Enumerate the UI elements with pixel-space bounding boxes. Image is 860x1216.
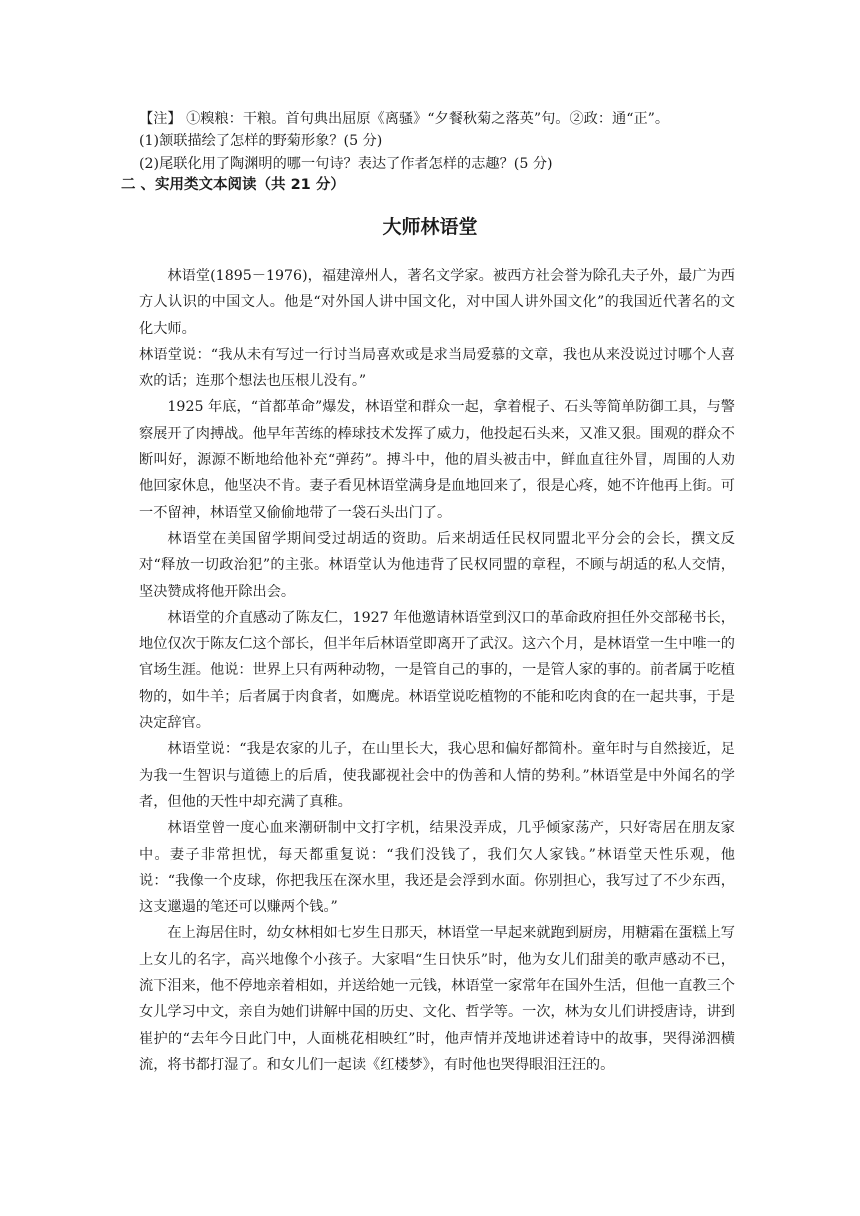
article-body	[139, 263, 735, 1078]
question-1: (1)颔联描绘了怎样的野菊形象？(5 分)	[139, 133, 383, 149]
article-paragraph: 林语堂(1895－1976)，福建漳州人，著名文学家。被西方社会誉为除孔夫子外，最广为西方人认识的中国文人。他是“对外国人讲中国文化，对中国人讲外国文化”的我国近代著名的文化大师。	[139, 268, 735, 337]
article-paragraph: 林语堂在美国留学期间受过胡适的资助。后来胡适任民权同盟北平分会的会长，撰文反对“释放一切政治犯”的主张。林语堂认为他违背了民权同盟的章程，不顾与胡适的私人交情，坚决赞成将他开除出会。	[139, 530, 735, 600]
article-paragraph: 林语堂说：“我是农家的儿子，在山里长大，我心思和偏好都简朴。童年时与自然接近，足为我一生智识与道德上的后盾，使我鄙视社会中的伪善和人情的势利。”林语堂是中外闻名的学者，但他的天性中却充满了真稚。	[139, 741, 735, 810]
article-title: 大师林语堂	[382, 216, 478, 238]
annotation-note: 【注】 ①糗粮：干粮。首句典出屈原《离骚》“夕餐秋菊之落英”句。②政：通“正”。	[139, 111, 670, 127]
section-heading: 二 、实用类文本阅读（共 21 分）	[121, 177, 345, 193]
article-paragraph: 林语堂说：“我从未有写过一行讨当局喜欢或是求当局爱慕的文章，我也从来没说过讨哪个人喜欢的话；连那个想法也压根儿没有。”	[139, 346, 735, 390]
article-paragraph: 林语堂的介直感动了陈友仁，1927 年他邀请林语堂到汉口的革命政府担任外交部秘书长，地位仅次于陈友仁这个部长，但半年后林语堂即离开了武汉。这六个月，是林语堂一生中唯一的官场生涯。他说：世界上只有两种动物，一是管自己的事的，一是管人家的事的。前者属于吃植物的，如牛羊；后者属于肉食者，如鹰虎。林语堂说吃植物的不能和吃肉食的在一起共事，于是决定辞官。	[139, 609, 735, 732]
article-paragraph: 在上海居住时，幼女林相如七岁生日那天，林语堂一早起来就跑到厨房，用糖霜在蛋糕上写上女儿的名字，高兴地像个小孩子。大家唱“生日快乐”时，他为女儿们甜美的歌声感动不已，流下泪来，他不停地亲着相如，并送给她一元钱，林语堂一家常年在国外生活，但他一直教三个女儿学习中文，亲自为她们讲解中国的历史、文化、哲学等。一次，林为女儿们讲授唐诗，讲到崔护的“去年今日此门中，人面桃花相映红”时，他声情并茂地讲述着诗中的故事，哭得涕泗横流，将书都打湿了。和女儿们一起读《红楼梦》，有时他也哭得眼泪汪汪的。	[139, 925, 735, 1073]
question-2: (2)尾联化用了陶渊明的哪一句诗？表达了作者怎样的志趣？(5 分)	[139, 156, 553, 172]
article-paragraph: 1925 年底，“首都革命”爆发，林语堂和群众一起，拿着棍子、石头等简单防御工具，与警察展开了肉搏战。他早年苦练的棒球技术发挥了威力，他投起石头来，又准又狠。围观的群众不断叫好，源源不断地给他补充“弹药”。搏斗中，他的眉头被击中，鲜血直往外冒，周围的人劝他回家休息，他坚决不肯。妻子看见林语堂满身是血地回来了，很是心疼，她不许他再上街。可一不留神，林语堂又偷偷地带了一袋石头出门了。	[139, 399, 735, 521]
article-paragraph: 林语堂曾一度心血来潮研制中文打字机，结果没弄成，几乎倾家荡产，只好寄居在朋友家中。妻子非常担忧，每天都重复说：“我们没钱了，我们欠人家钱。”林语堂天性乐观，他说：“我像一个皮球，你把我压在深水里，我还是会浮到水面。你别担心，我写过了不少东西，这支邋遢的笔还可以赚两个钱。”	[139, 820, 735, 916]
